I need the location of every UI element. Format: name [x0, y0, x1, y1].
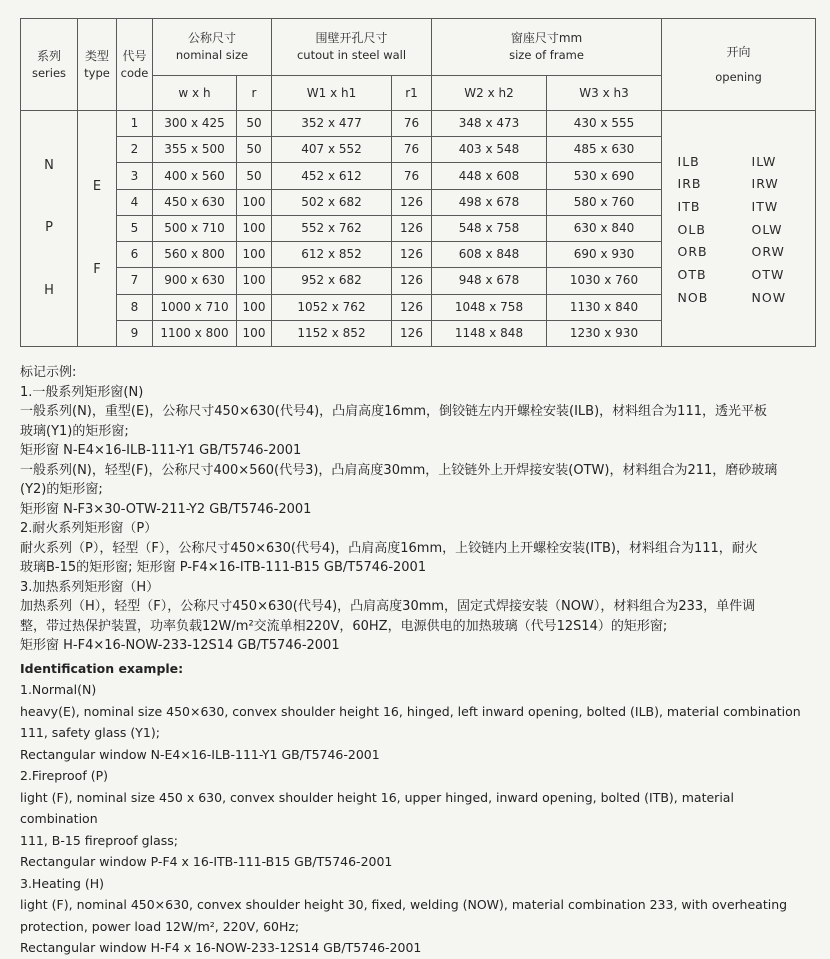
cell-r1: 126 — [392, 294, 432, 320]
col-header-wxh: w x h — [153, 76, 237, 111]
type-stack — [78, 112, 116, 345]
cell-w2h2: 1048 x 758 — [432, 294, 547, 320]
notes-zh-title: 标记示例: — [20, 365, 77, 380]
cell-w1h1: 502 x 682 — [272, 189, 392, 215]
note-line-en: Rectangular window H-F4 x 16-NOW-233-12S14 GB/T5746-2001 — [20, 940, 422, 955]
col-header-opening — [662, 19, 816, 111]
note-line-en: 1.Normal(N) — [20, 682, 97, 697]
cell-r: 100 — [237, 242, 272, 268]
col-header-r1: r1 — [392, 76, 432, 111]
series-value: P — [45, 220, 53, 236]
code-label-en: code — [120, 65, 149, 80]
opening-pair — [662, 176, 815, 192]
opening-code-welded: ILW — [751, 153, 777, 169]
cell-r: 50 — [237, 137, 272, 163]
cell-code: 4 — [117, 189, 153, 215]
opening-code-welded: NOW — [751, 289, 787, 305]
notes-en-title: Identification example: — [20, 660, 184, 676]
opening-code-bolted: OLB — [677, 221, 706, 237]
cell-wxh: 1000 x 710 — [153, 294, 237, 320]
cell-r: 100 — [237, 268, 272, 294]
cell-w3h3: 485 x 630 — [547, 137, 662, 163]
col-header-code — [117, 19, 153, 111]
note-line-en: 111, safety glass (Y1); — [20, 725, 160, 740]
note-line-zh: 3.加热系列矩形窗（H） — [20, 579, 160, 595]
cell-w1h1: 1152 x 852 — [272, 320, 392, 346]
table-row — [21, 111, 816, 137]
type-value: F — [93, 261, 101, 277]
series-label-en: series — [31, 65, 67, 80]
cell-r: 100 — [237, 294, 272, 320]
opening-pair — [662, 199, 815, 215]
frame-label-en: size of frame — [509, 48, 584, 63]
cell-w2h2: 498 x 678 — [432, 189, 547, 215]
cell-code: 8 — [117, 294, 153, 320]
series-value: N — [44, 158, 54, 174]
note-line-zh: 矩形窗 N-F3×30-OTW-211-Y2 GB/T5746-2001 — [20, 501, 312, 517]
col-header-series — [21, 19, 78, 111]
col-header-cutout — [272, 19, 432, 76]
cell-r1: 76 — [392, 111, 432, 137]
spec-table — [20, 18, 816, 347]
cell-r1: 76 — [392, 137, 432, 163]
note-line-zh: 加热系列（H），轻型（F），公称尺寸450×630(代号4)，凸肩高度30mm，固定式焊接安装（NOW），材料组合为233，单件调 — [20, 599, 756, 614]
notes-en-lines — [20, 679, 815, 959]
cell-r: 50 — [237, 163, 272, 189]
note-line-en: 111, B-15 fireproof glass; — [20, 832, 178, 848]
cell-code: 5 — [117, 215, 153, 241]
opening-code-welded: IRW — [751, 176, 779, 192]
opening-code-welded: OLW — [751, 221, 783, 237]
cell-code: 1 — [117, 111, 153, 137]
note-line-en: heavy(E), nominal size 450×630, convex shoulder height 16, hinged, left inward opening, bolted (ILB), material combination — [20, 703, 801, 719]
note-line-zh: 矩形窗 N-E4×16-ILB-111-Y1 GB/T5746-2001 — [20, 443, 302, 458]
col-header-frame-size — [432, 19, 662, 76]
note-line-zh: 耐火系列（P），轻型（F），公称尺寸450×630(代号4)，凸肩高度16mm，上铰链内上开螺栓安装(ITB)，材料组合为111，耐火 — [20, 540, 758, 556]
cell-r: 50 — [237, 111, 272, 137]
opening-pair — [662, 267, 815, 283]
cell-w3h3: 630 x 840 — [547, 215, 662, 241]
opening-pair — [662, 154, 815, 170]
cell-w2h2: 403 x 548 — [432, 137, 547, 163]
cell-r: 100 — [237, 215, 272, 241]
notes-section — [20, 363, 815, 959]
cell-w1h1: 952 x 682 — [272, 268, 392, 294]
type-cell — [78, 111, 117, 347]
cell-w3h3: 580 x 760 — [547, 189, 662, 215]
cell-wxh: 355 x 500 — [153, 137, 237, 163]
opening-list — [662, 111, 815, 346]
cell-r1: 126 — [392, 215, 432, 241]
note-line-en: light (F), nominal size 450 x 630, convex shoulder height 16, upper hinged, inward opening, bolted (ITB), material combination — [20, 789, 734, 826]
cell-w3h3: 1130 x 840 — [547, 294, 662, 320]
note-line-zh: 2.耐火系列矩形窗（P） — [20, 521, 158, 536]
cell-wxh: 560 x 800 — [153, 242, 237, 268]
note-line-en: light (F), nominal 450×630, convex shoulder height 30, fixed, welding (NOW), material combination 233, with overheating — [20, 897, 788, 912]
note-line-en: Rectangular window N-E4×16-ILB-111-Y1 GB/T5746-2001 — [20, 746, 380, 762]
frame-label-zh: 窗座尺寸mm — [510, 31, 583, 46]
cutout-label-zh: 围壁开孔尺寸 — [315, 31, 388, 46]
col-header-w2h2: W2 x h2 — [432, 76, 547, 111]
spec-table-head — [21, 19, 816, 111]
cell-w1h1: 452 x 612 — [272, 163, 392, 189]
cell-w2h2: 1148 x 848 — [432, 320, 547, 346]
cell-w2h2: 448 x 608 — [432, 163, 547, 189]
cell-r1: 126 — [392, 189, 432, 215]
cell-w2h2: 608 x 848 — [432, 242, 547, 268]
note-line-en: 2.Fireproof (P) — [20, 768, 108, 783]
col-header-r: r — [237, 76, 272, 111]
cell-wxh: 1100 x 800 — [153, 320, 237, 346]
opening-code-bolted: OTB — [677, 266, 707, 282]
cell-r1: 76 — [392, 163, 432, 189]
cell-w3h3: 1030 x 760 — [547, 268, 662, 294]
cell-code: 2 — [117, 137, 153, 163]
type-label-zh: 类型 — [84, 48, 109, 63]
cell-w2h2: 548 x 758 — [432, 215, 547, 241]
spec-table-body — [21, 111, 816, 347]
cell-w1h1: 407 x 552 — [272, 137, 392, 163]
col-header-w3h3: W3 x h3 — [547, 76, 662, 111]
cell-w2h2: 948 x 678 — [432, 268, 547, 294]
cell-code: 3 — [117, 163, 153, 189]
cell-r1: 126 — [392, 242, 432, 268]
type-value: E — [92, 178, 102, 194]
opening-label-zh: 开向 — [726, 44, 751, 59]
opening-code-welded: ITW — [751, 199, 779, 215]
opening-pair — [662, 290, 815, 306]
cell-w3h3: 1230 x 930 — [547, 320, 662, 346]
cell-r: 100 — [237, 189, 272, 215]
note-line-zh: 整，带过热保护装置，功率负载12W/m²交流单相220V，60HZ，电源供电的加热玻璃（代号12S14）的矩形窗; — [20, 618, 668, 634]
cell-code: 6 — [117, 242, 153, 268]
cell-w1h1: 1052 x 762 — [272, 294, 392, 320]
cell-code: 7 — [117, 268, 153, 294]
nominal-label-en: nominal size — [175, 48, 249, 63]
series-value: H — [44, 282, 54, 298]
note-line-zh: 一般系列(N)，轻型(F)，公称尺寸400×560(代号3)，凸肩高度30mm，上铰链外上开焊接安装(OTW)，材料组合为211，磨砂玻璃 — [20, 462, 778, 478]
note-line-zh: 矩形窗 H-F4×16-NOW-233-12S14 GB/T5746-2001 — [20, 638, 340, 653]
note-line-en: protection, power load 12W/m², 220V, 60Hz; — [20, 918, 300, 934]
cell-code: 9 — [117, 320, 153, 346]
col-header-nominal-size — [153, 19, 272, 76]
opening-pair — [662, 244, 815, 260]
cell-w1h1: 352 x 477 — [272, 111, 392, 137]
series-label-zh: 系列 — [36, 48, 61, 63]
series-cell — [21, 111, 78, 347]
opening-code-bolted: ILB — [677, 153, 700, 169]
note-line-zh: (Y2)的矩形窗; — [20, 482, 103, 497]
opening-code-bolted: ORB — [677, 244, 708, 260]
cell-wxh: 300 x 425 — [153, 111, 237, 137]
note-line-zh: 玻璃(Y1)的矩形窗; — [20, 423, 129, 439]
cell-r1: 126 — [392, 268, 432, 294]
cell-w1h1: 552 x 762 — [272, 215, 392, 241]
cell-w3h3: 430 x 555 — [547, 111, 662, 137]
series-stack — [21, 112, 77, 345]
note-line-zh: 一般系列(N)，重型(E)，公称尺寸450×630(代号4)，凸肩高度16mm，倒铰链左内开螺栓安装(ILB)，材料组合为111，透光平板 — [20, 404, 767, 419]
col-header-type — [78, 19, 117, 111]
cell-wxh: 400 x 560 — [153, 163, 237, 189]
note-line-en: Rectangular window P-F4 x 16-ITB-111-B15 GB/T5746-2001 — [20, 854, 393, 869]
code-label-zh: 代号 — [122, 48, 147, 63]
opening-code-bolted: ITB — [677, 199, 701, 215]
cell-w3h3: 530 x 690 — [547, 163, 662, 189]
note-line-zh: 1.一般系列矩形窗(N) — [20, 384, 144, 400]
cell-r: 100 — [237, 320, 272, 346]
opening-pair — [662, 222, 815, 238]
notes-zh-lines — [20, 383, 815, 656]
cutout-label-en: cutout in steel wall — [296, 48, 407, 63]
cell-wxh: 450 x 630 — [153, 189, 237, 215]
opening-code-bolted: NOB — [677, 289, 709, 305]
opening-code-welded: ORW — [751, 244, 785, 260]
cell-w3h3: 690 x 930 — [547, 242, 662, 268]
note-line-en: 3.Heating (H) — [20, 875, 105, 891]
cell-w1h1: 612 x 852 — [272, 242, 392, 268]
cell-wxh: 900 x 630 — [153, 268, 237, 294]
note-line-zh: 玻璃B-15的矩形窗; 矩形窗 P-F4×16-ITB-111-B15 GB/T5746-2001 — [20, 560, 427, 575]
opening-cell — [662, 111, 816, 347]
cell-r1: 126 — [392, 320, 432, 346]
cell-wxh: 500 x 710 — [153, 215, 237, 241]
type-label-en: type — [84, 65, 110, 80]
notes-en — [20, 658, 815, 959]
opening-code-welded: OTW — [751, 266, 785, 282]
opening-label-en: opening — [715, 69, 762, 84]
cell-w2h2: 348 x 473 — [432, 111, 547, 137]
col-header-w1h1: W1 x h1 — [272, 76, 392, 111]
opening-code-bolted: IRB — [677, 176, 702, 192]
notes-zh — [20, 363, 815, 656]
nominal-label-zh: 公称尺寸 — [187, 31, 236, 46]
